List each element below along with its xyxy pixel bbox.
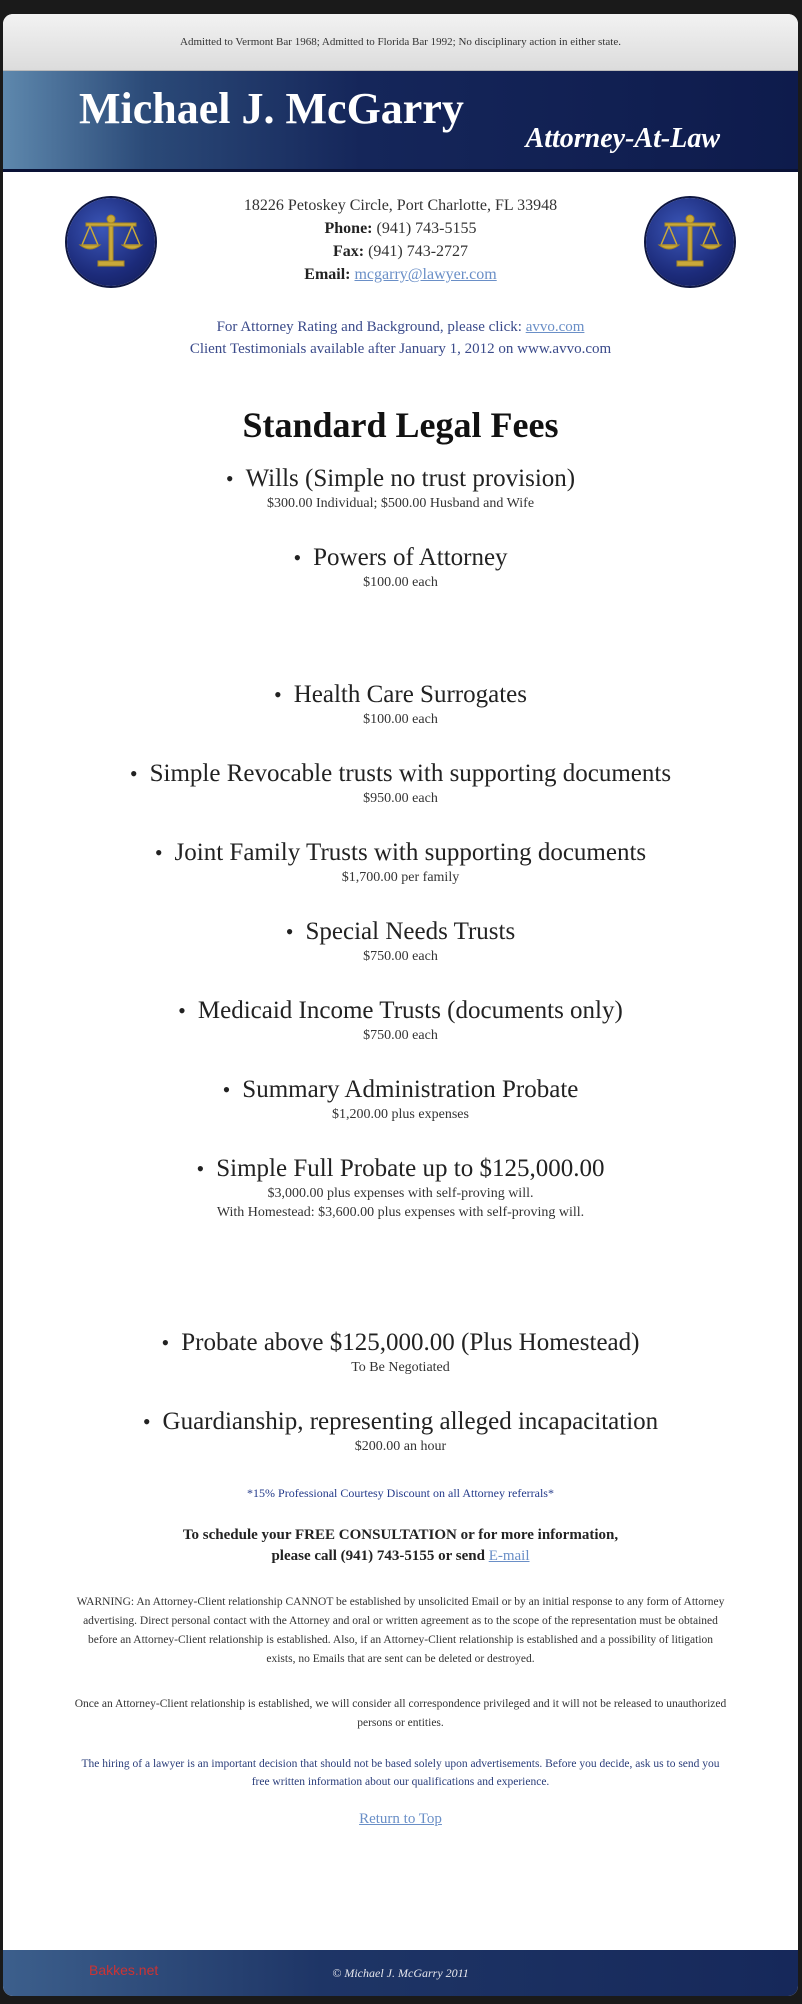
footer-logo-link[interactable]: Bakkes.net [89,1962,159,1978]
schedule-consultation [83,1525,718,1567]
fee-price: $100.00 each [363,712,438,727]
email-line [153,263,648,286]
scales-of-justice-icon [67,198,155,286]
discount-note: *15% Professional Courtesy Discount on all Attorney referrals* [247,1486,554,1500]
schedule-call-text: please call (941) 743-5155 or send [271,1548,485,1564]
fee-item-simple-full-probate [3,1154,798,1222]
email-link[interactable]: mcgarry@lawyer.com [354,266,497,283]
fee-title: • Simple Full Probate up to $125,000.00 [3,1154,798,1184]
fee-price: $950.00 each [363,791,438,806]
fee-price-homestead: With Homestead: $3,600.00 plus expenses with self-proving will. [216,1205,585,1220]
attorney-name: Michael J. McGarry [79,84,464,133]
fee-title: • Wills (Simple no trust provision) [3,464,798,494]
rating-text: For Attorney Rating and Background, please click: [216,319,522,335]
fee-item-guardianship [3,1407,798,1456]
fee-item-wills [3,464,798,513]
page-card [3,14,798,1996]
fee-title: • Summary Administration Probate [3,1075,798,1105]
phone-line [153,217,648,240]
rating-line [3,316,798,338]
email-label: Email: [304,266,351,283]
scales-of-justice-icon [646,198,734,286]
header-banner [3,71,798,172]
page-title: Standard Legal Fees [242,405,559,445]
fee-title: • Medicaid Income Trusts (documents only) [3,996,798,1026]
phone-label: Phone: [324,220,373,237]
avvo-link[interactable]: avvo.com [525,319,585,335]
copyright-text: © Michael J. McGarry 2011 [332,1965,469,1980]
fee-price: $100.00 each [363,575,438,590]
confidentiality-text: Once an Attorney-Client relationship is established, we will consider all correspondence privileged and it will not be released to unauthorized persons or entities. [74,1698,727,1729]
fax-number: (941) 743-2727 [368,243,469,260]
fee-price: $200.00 an hour [354,1439,447,1454]
fee-title: • Simple Revocable trusts with supporting documents [3,759,798,789]
fee-item-powers-of-attorney [3,543,798,592]
fee-price: $300.00 Individual; $500.00 Husband and Wife [266,496,535,511]
admission-bar [3,14,798,71]
attorney-subtitle: Attorney-At-Law [525,123,720,154]
fee-price: $750.00 each [363,1028,438,1043]
fee-title: • Joint Family Trusts with supporting documents [3,838,798,868]
fee-item-special-needs-trusts [3,917,798,966]
contact-info [153,194,648,286]
testimonials-line: Client Testimonials available after January 1, 2012 on www.avvo.com [189,341,612,357]
fax-label: Fax: [332,243,365,260]
return-to-top-link[interactable]: Return to Top [359,1811,442,1827]
fee-item-joint-family-trusts [3,838,798,887]
fee-item-summary-administration [3,1075,798,1124]
schedule-line-1: To schedule your FREE CONSULTATION or for more information, [182,1527,619,1543]
fee-price: $3,000.00 plus expenses with self-proving will. [267,1186,534,1201]
schedule-email-link[interactable]: E-mail [488,1548,530,1564]
footer-bar [3,1950,798,1996]
fee-title: • Guardianship, representing alleged incapacitation [3,1407,798,1437]
warning-text: WARNING: An Attorney-Client relationship CANNOT be established by unsolicited Email or by an initial response to any form of Attorney advertising. Direct personal contact with the Attorney and oral or written agreement as to the scope of the representation must be obtained before an Attorney-Client relationship is established. Also, if an Attorney-Client relationship is established and a possibility of litigation exists, no Emails that are sent can be deleted or destroyed. [76,1596,725,1665]
fee-price: $1,200.00 plus expenses [332,1107,469,1122]
address: 18226 Petoskey Circle, Port Charlotte, FL 33948 [243,197,558,214]
fee-price: $750.00 each [363,949,438,964]
fee-list [3,464,798,1456]
fee-item-health-care-surrogates [3,680,798,729]
fee-item-medicaid-income-trusts [3,996,798,1045]
fee-title: • Special Needs Trusts [3,917,798,947]
fee-item-revocable-trusts [3,759,798,808]
fee-price: To Be Negotiated [351,1360,450,1375]
fee-price: $1,700.00 per family [341,870,460,885]
fax-line [153,240,648,263]
contact-section [3,186,798,316]
phone-number: (941) 743-5155 [376,220,477,237]
fee-title: • Probate above $125,000.00 (Plus Homestead) [3,1328,798,1358]
hiring-notice: The hiring of a lawyer is an important decision that should not be based solely upon advertisements. Before you decide, ask us to send you free written information about our qualifications and experience. [81,1758,720,1788]
fee-title: • Powers of Attorney [3,543,798,573]
schedule-line-2 [83,1546,718,1567]
fee-item-probate-above [3,1328,798,1377]
admission-text: Admitted to Vermont Bar 1968; Admitted to Florida Bar 1992; No disciplinary action in either state. [180,36,621,48]
rating-section [3,316,798,360]
fee-title: • Health Care Surrogates [3,680,798,710]
